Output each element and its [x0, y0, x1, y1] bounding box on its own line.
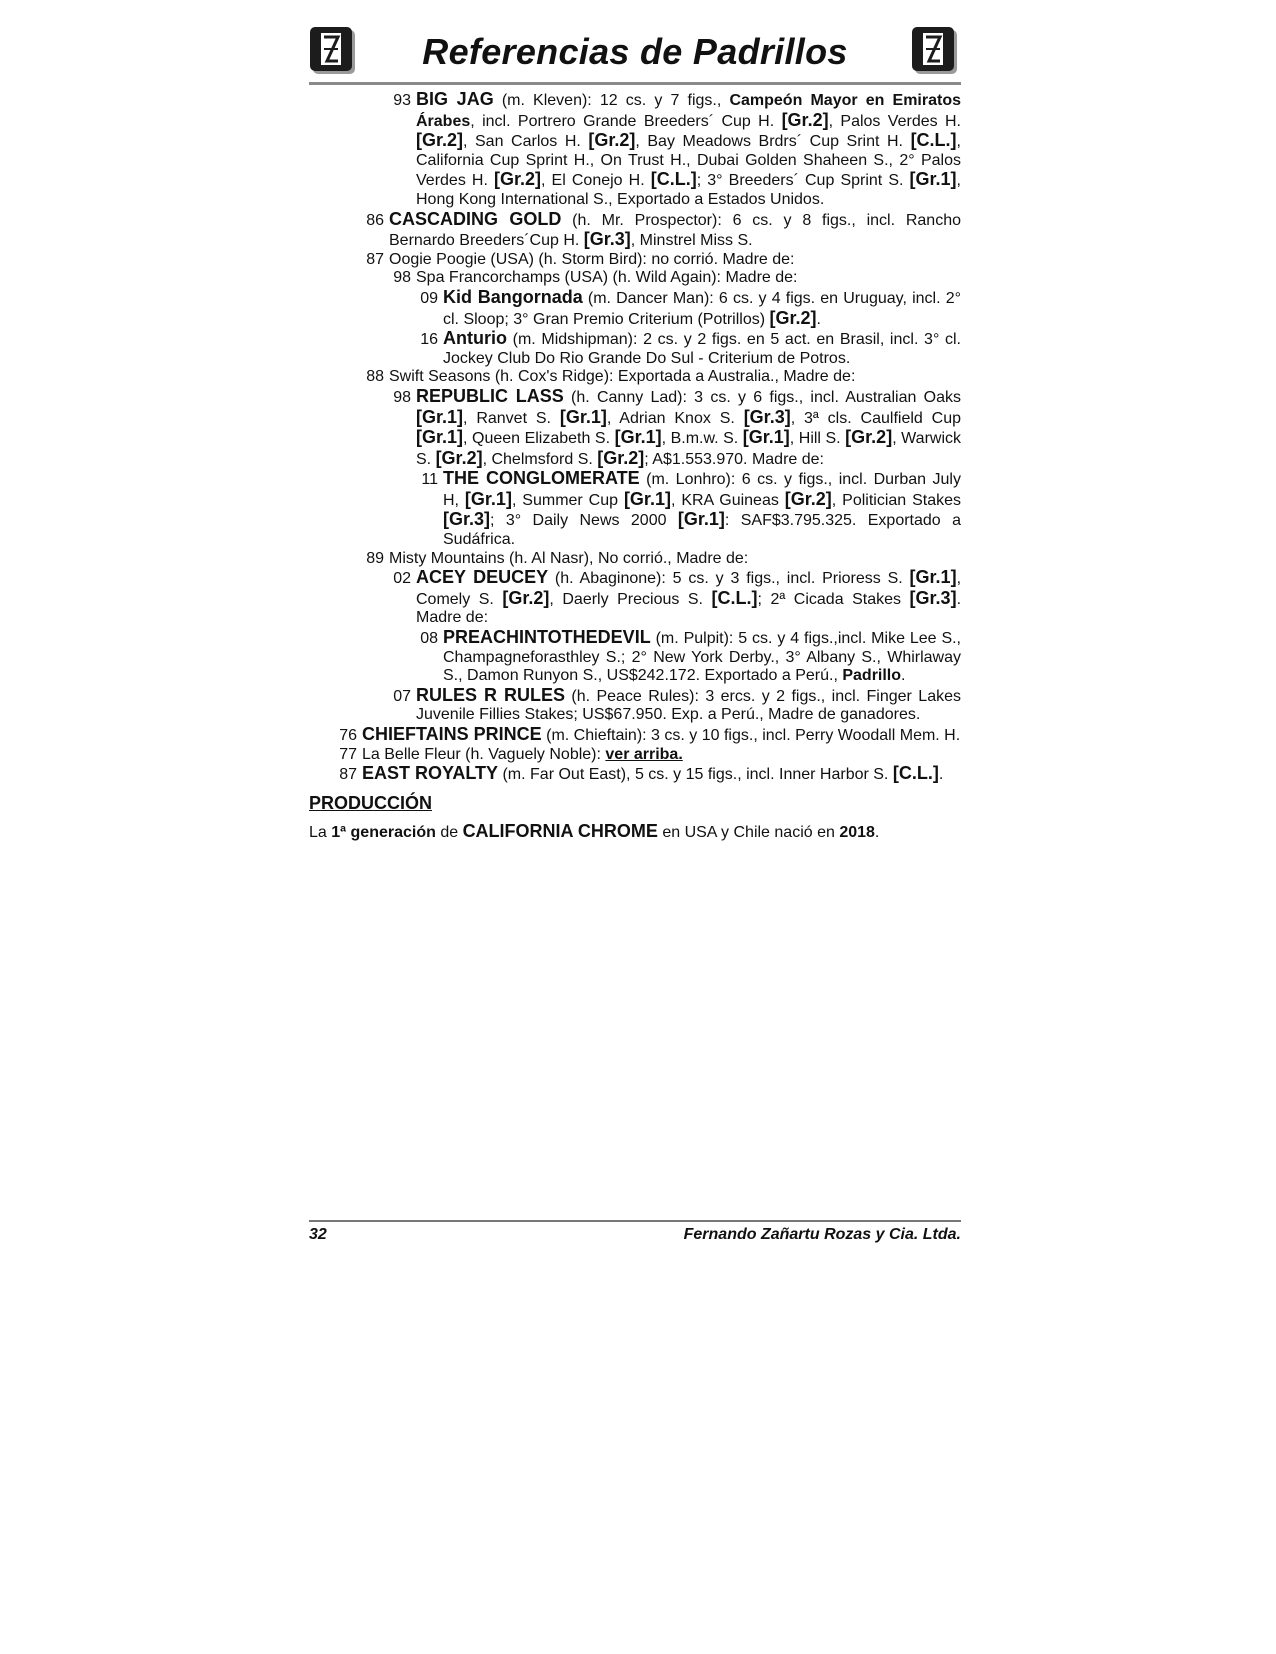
entry-year: 87 [339, 766, 357, 784]
pedigree-entry [309, 329, 961, 368]
entry-year: 07 [393, 687, 411, 705]
entry-text: , Queen Elizabeth S. [463, 430, 615, 448]
entry-text: , Adrian Knox S. [606, 409, 744, 427]
entry-text: , California Cup Sprint H., On Trust H., Dubai Golden Shaheen S., 2° Palos Verdes H. [416, 133, 961, 190]
entry-year: 77 [339, 745, 357, 763]
entry-text: (h. Canny Lad): 3 cs. y 6 figs., incl. Australian Oaks [563, 388, 961, 406]
race-grade: [Gr.3] [443, 509, 491, 530]
race-grade: [Gr.2] [845, 427, 893, 448]
pedigree-entry [309, 686, 961, 725]
entry-text: , Bay Meadows Brdrs´ Cup Srint H. [635, 133, 911, 151]
horse-name: CASCADING GOLD [389, 208, 562, 229]
entry-description [389, 368, 961, 387]
race-grade: [Gr.2] [435, 447, 483, 468]
page-title: Referencias de Padrillos [422, 31, 848, 72]
pedigree-entry [309, 469, 961, 549]
header-rule [309, 82, 961, 85]
entry-year: 08 [420, 630, 438, 648]
entry-text: , 3ª cls. Caulfield Cup [790, 409, 962, 427]
entry-text: , B.m.w. S. [661, 430, 743, 448]
page-header [309, 22, 961, 80]
entry-description [362, 746, 961, 765]
entry-text: en USA y Chile nació en [657, 823, 840, 841]
race-grade: [Gr.3] [583, 229, 631, 250]
zr-shield-logo-icon [911, 26, 959, 76]
race-grade: [Gr.2] [416, 130, 464, 151]
produccion-heading: PRODUCCIÓN [309, 792, 433, 813]
document-page [309, 22, 961, 842]
entry-year: 86 [366, 211, 384, 229]
entry-text: Swift Seasons (h. Cox's Ridge): Exportada a Australia., Madre de: [389, 368, 856, 386]
entry-text: 1ª generación [331, 823, 436, 841]
race-grade: [C.L.] [910, 130, 957, 151]
entry-text: , Summer Cup [511, 491, 624, 509]
entry-text: , Daerly Precious S. [549, 590, 712, 608]
entry-text: , Hill S. [789, 430, 846, 448]
page-number: 32 [309, 1226, 327, 1243]
pedigree-entry [309, 628, 961, 686]
race-grade: [Gr.1] [559, 406, 607, 427]
entry-text: (m. Dancer Man): 6 cs. y 4 figs. en Uruguay, incl. 2° cl. Sloop; 3° Gran Premio Criterium (Potrillos) [443, 289, 961, 328]
entry-description [362, 725, 961, 746]
entry-year: 76 [339, 727, 357, 744]
entry-text: (m. Pulpit): 5 cs. y 4 figs.,incl. Mike Lee S., Champagneforasthley S.; 2° New York Derby., 3° Albany S., Whirlaway S., Damon Runyon S., US$242.172. Exportado a Perú., [443, 630, 961, 685]
pedigree-entry [309, 288, 961, 329]
entry-description [416, 387, 961, 469]
entry-text: Campeón Mayor en Emiratos Árabes [416, 92, 962, 130]
entry-text: La Belle Fleur (h. Vaguely Noble): [362, 745, 606, 763]
entry-description [443, 288, 961, 329]
entry-text: . [901, 667, 906, 685]
race-grade: [Gr.2] [769, 307, 817, 328]
pedigree-entry [309, 387, 961, 469]
race-grade: [C.L.] [892, 763, 939, 784]
race-grade: [C.L.] [650, 169, 697, 190]
race-grade: [Gr.2] [502, 587, 550, 608]
pedigree-entry [309, 251, 961, 270]
pedigree-entry [309, 210, 961, 251]
entry-text: (m. Midshipman): 2 cs. y 2 figs. en 5 act. en Brasil, incl. 3° cl. Jockey Club Do Rio Grande Do Sul - Criterium de Potros. [443, 331, 961, 367]
entry-description [389, 550, 961, 569]
entry-description [389, 210, 961, 251]
entry-year: 98 [393, 269, 411, 287]
entry-year: 93 [393, 92, 411, 109]
pedigree-entry [309, 764, 961, 785]
entry-text: ; A$1.553.970. Madre de: [644, 450, 824, 468]
race-grade: [C.L.] [711, 587, 758, 608]
entry-text: , Palos Verdes H. [828, 112, 961, 130]
race-grade: [Gr.1] [909, 567, 957, 588]
entry-text: Spa Francorchamps (USA) (h. Wild Again): Madre de: [416, 269, 798, 287]
page-footer [309, 1220, 961, 1244]
race-grade: [Gr.2] [588, 130, 636, 151]
horse-name: EAST ROYALTY [362, 763, 499, 784]
pedigree-entry [309, 90, 961, 210]
entry-description [389, 251, 961, 270]
entry-text: La [309, 823, 332, 841]
entry-year: 87 [366, 250, 384, 268]
entry-description [443, 469, 961, 549]
pedigree-entry [309, 550, 961, 569]
race-grade: [Gr.2] [597, 447, 645, 468]
horse-name: Anturio [443, 328, 507, 349]
pedigree-entry [309, 725, 961, 746]
entry-description [416, 269, 961, 288]
entry-year: 16 [420, 331, 438, 349]
entry-text: ; 2ª Cicada Stakes [757, 590, 910, 608]
horse-name: RULES R RULES [416, 684, 565, 705]
entry-text: CALIFORNIA CHROME [462, 820, 658, 841]
pedigree-entry [309, 746, 961, 765]
race-grade: [Gr.3] [743, 406, 791, 427]
entry-description [416, 568, 961, 628]
entry-text: . [874, 823, 880, 841]
horse-name: THE CONGLOMERATE [443, 468, 640, 489]
entry-year: 88 [366, 368, 384, 386]
horse-name: CHIEFTAINS PRINCE [362, 724, 542, 744]
race-grade: [Gr.1] [677, 509, 725, 530]
pedigree-entries [309, 90, 961, 785]
pedigree-entry [309, 269, 961, 288]
entry-text: Oogie Poogie (USA) (h. Storm Bird): no corrió. Madre de: [389, 250, 795, 268]
entry-description [443, 329, 961, 368]
entry-text: , Comely S. [416, 570, 962, 608]
race-grade: [Gr.3] [909, 587, 957, 608]
horse-name: PREACHINTOTHEDEVIL [443, 627, 651, 648]
entry-text: (m. Kleven): 12 cs. y 7 figs., [493, 92, 730, 109]
race-grade: [Gr.1] [909, 169, 957, 190]
race-grade: [Gr.2] [494, 169, 542, 190]
pedigree-entry [309, 568, 961, 628]
entry-text: , Minstrel Miss S. [630, 232, 753, 250]
entry-description [362, 764, 961, 785]
footer-rule [309, 1220, 961, 1222]
entry-year: 09 [420, 289, 438, 307]
entry-text: (m. Far Out East), 5 cs. y 15 figs., incl. Inner Harbor S. [498, 766, 893, 784]
race-grade: [Gr.1] [416, 406, 464, 427]
footer-company: Fernando Zañartu Rozas y Cia. Ltda. [683, 1226, 961, 1243]
entry-text: . [816, 310, 821, 328]
pedigree-entry [309, 368, 961, 387]
entry-text: 2018 [839, 823, 875, 841]
entry-text: , Ranvet S. [463, 409, 560, 427]
entry-text: , Hong Kong International S., Exportado a Estados Unidos. [416, 172, 961, 208]
entry-text: : SAF$3.795.325. Exportado a Sudáfrica. [443, 512, 961, 549]
entry-text: ; 3° Breeders´ Cup Sprint S. [696, 172, 910, 190]
race-grade: [Gr.1] [614, 427, 662, 448]
horse-name: ACEY DEUCEY [416, 567, 549, 588]
horse-name: Kid Bangornada [443, 286, 583, 307]
entry-text: . [938, 766, 944, 784]
entry-text: (h. Mr. Prospector): 6 cs. y 8 figs., incl. Rancho Bernardo Breeders´Cup H. [389, 211, 961, 250]
race-grade: [Gr.2] [781, 109, 829, 130]
race-grade: [Gr.1] [464, 488, 512, 509]
entry-text: , San Carlos H. [463, 133, 589, 151]
race-grade: [Gr.2] [784, 488, 832, 509]
race-grade: [Gr.1] [742, 427, 790, 448]
entry-text: ver arriba. [605, 745, 683, 763]
horse-name: BIG JAG [416, 89, 494, 109]
entry-text: , KRA Guineas [670, 491, 785, 509]
entry-text: ; 3° Daily News 2000 [490, 512, 678, 530]
entry-text: (m. Lonhro): 6 cs. y figs., incl. Durban July H, [443, 471, 961, 509]
entry-text: , El Conejo H. [541, 172, 651, 190]
entry-text: de [435, 823, 463, 841]
entry-description [443, 628, 961, 686]
race-grade: [Gr.1] [416, 427, 464, 448]
entry-text: , Chelmsford S. [482, 450, 598, 468]
entry-text: Padrillo [842, 667, 902, 685]
entry-year: 98 [393, 388, 411, 406]
entry-year: 11 [421, 471, 438, 489]
entry-text: , incl. Portrero Grande Breeders´ Cup H. [470, 112, 782, 130]
horse-name: REPUBLIC LASS [416, 385, 564, 406]
race-grade: [Gr.1] [623, 488, 671, 509]
entry-year: 89 [366, 549, 384, 567]
entry-text: (h. Abaginone): 5 cs. y 3 figs., incl. Prioress S. [548, 570, 910, 588]
entry-text: Misty Mountains (h. Al Nasr), No corrió., Madre de: [389, 549, 749, 567]
entry-text: (m. Chieftain): 3 cs. y 10 figs., incl. Perry Woodall Mem. H. [541, 727, 961, 744]
entry-text: , Politician Stakes [831, 491, 962, 509]
entry-description [416, 90, 961, 210]
entry-text: , Warwick S. [416, 430, 962, 468]
entry-text: . Madre de: [416, 590, 962, 627]
produccion-text [309, 821, 961, 842]
entry-year: 02 [393, 570, 411, 588]
entry-text: (h. Peace Rules): 3 ercs. y 2 figs., incl. Finger Lakes Juvenile Fillies Stakes; US$67.950. Exp. a Perú., Madre de ganadores. [416, 687, 961, 724]
entry-description [416, 686, 961, 725]
